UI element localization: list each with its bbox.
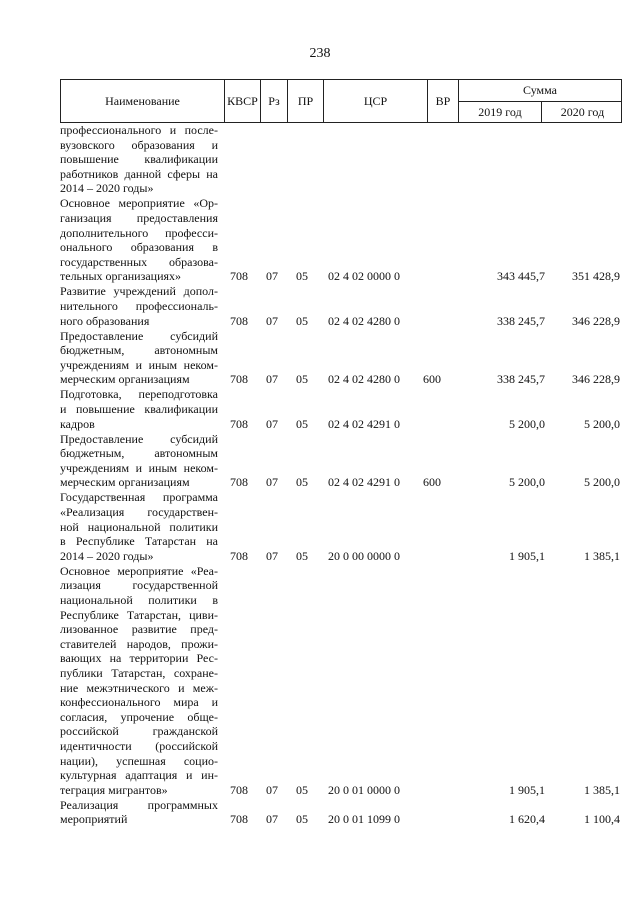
row-sum-2019: 338 245,7 — [497, 313, 545, 328]
header-rz: Рз — [260, 80, 287, 122]
row-name-line: мероприятий — [60, 812, 128, 827]
row-rz: 07 — [266, 269, 278, 284]
row-sum-2020: 346 228,9 — [572, 313, 620, 328]
row-name-line: ставителей народов, прожи- — [60, 636, 218, 651]
row-csr: 02 4 02 4291 0 — [328, 416, 400, 431]
row-name-line: 2014 – 2020 годы» — [60, 548, 154, 563]
row-name-line: теграция мигрантов» — [60, 782, 168, 797]
row-sum-2019: 1 620,4 — [509, 812, 545, 827]
row-sum-2019: 5 200,0 — [509, 416, 545, 431]
row-pr: 05 — [296, 269, 308, 284]
row-name-line: конфессионального мира и — [60, 695, 218, 710]
row-name-line: публики Татарстан, сохране- — [60, 665, 218, 680]
row-pr: 05 — [296, 313, 308, 328]
header-kvsr: КВСР — [224, 80, 260, 122]
row-pr: 05 — [296, 548, 308, 563]
row-name-line: Республике Татарстан, циви- — [60, 607, 218, 622]
row-name-line: Предоставление субсидий — [60, 431, 218, 446]
table-row — [60, 432, 622, 490]
row-name-line: в Республике Татарстан на — [60, 534, 218, 549]
row-sum-2019: 338 245,7 — [497, 372, 545, 387]
row-rz: 07 — [266, 372, 278, 387]
header-vr: ВР — [427, 80, 458, 122]
row-kvsr: 708 — [230, 812, 248, 827]
row-name-line: лизация государственной — [60, 578, 218, 593]
row-name — [60, 432, 218, 490]
table-row — [60, 329, 622, 387]
row-csr: 20 0 01 0000 0 — [328, 782, 400, 797]
row-name-line: повышение квалификации — [60, 152, 218, 167]
row-csr: 02 4 02 4280 0 — [328, 372, 400, 387]
row-name-line: Основное мероприятие «Ор- — [60, 196, 218, 211]
row-rz: 07 — [266, 812, 278, 827]
row-sum-2020: 1 385,1 — [584, 782, 620, 797]
row-pr: 05 — [296, 812, 308, 827]
row-rz: 07 — [266, 416, 278, 431]
row-name-line: тельных организациях» — [60, 269, 182, 284]
header-csr: ЦСР — [323, 80, 427, 122]
row-name-line: вающих на территории Рес- — [60, 651, 218, 666]
row-csr: 20 0 01 1099 0 — [328, 812, 400, 827]
row-rz: 07 — [266, 782, 278, 797]
row-csr: 02 4 02 4280 0 — [328, 313, 400, 328]
row-kvsr: 708 — [230, 372, 248, 387]
row-name-line: Реализация программных — [60, 797, 218, 812]
row-name-line: культурная адаптация и ин- — [60, 768, 218, 783]
row-pr: 05 — [296, 416, 308, 431]
row-pr: 05 — [296, 475, 308, 490]
row-name-line: и повышение квалификации — [60, 401, 218, 416]
row-name — [60, 564, 218, 798]
row-sum-2019: 1 905,1 — [509, 548, 545, 563]
table-row — [60, 123, 622, 196]
row-name-line: профессионального и после- — [60, 123, 218, 137]
row-name-line: работников данной сферы на — [60, 166, 218, 181]
row-sum-2020: 1 100,4 — [584, 812, 620, 827]
row-csr: 02 4 02 0000 0 — [328, 269, 400, 284]
row-csr: 02 4 02 4291 0 — [328, 475, 400, 490]
row-kvsr: 708 — [230, 269, 248, 284]
row-sum-2020: 351 428,9 — [572, 269, 620, 284]
header-sum-group — [458, 80, 621, 122]
row-pr: 05 — [296, 782, 308, 797]
row-name-line: Государственная программа — [60, 490, 218, 505]
row-name-line: кадров — [60, 416, 95, 431]
table-row — [60, 490, 622, 563]
header-name: Наименование — [105, 93, 180, 108]
row-name — [60, 387, 218, 431]
row-name-line: учреждениям и иным неком- — [60, 460, 218, 475]
row-name — [60, 284, 218, 328]
row-name-line: ной национальной политики — [60, 519, 218, 534]
row-name-line: государственных образова- — [60, 254, 218, 269]
row-kvsr: 708 — [230, 416, 248, 431]
row-csr: 20 0 00 0000 0 — [328, 548, 400, 563]
row-name-line: идентичности (российской — [60, 738, 218, 753]
row-sum-2019: 5 200,0 — [509, 475, 545, 490]
row-kvsr: 708 — [230, 548, 248, 563]
row-name-line: российской гражданской — [60, 724, 218, 739]
row-name — [60, 123, 218, 196]
row-name-line: ного образования — [60, 313, 150, 328]
row-name-line: 2014 – 2020 годы» — [60, 181, 154, 196]
row-name — [60, 329, 218, 387]
row-vr: 600 — [423, 475, 441, 490]
row-name-line: согласия, упрочение обще- — [60, 709, 218, 724]
row-name-line: мерческим организациям — [60, 372, 190, 387]
row-name-line: ние межэтнического и меж- — [60, 680, 218, 695]
row-kvsr: 708 — [230, 313, 248, 328]
row-name-line: ганизация предоставления — [60, 210, 218, 225]
row-sum-2019: 343 445,7 — [497, 269, 545, 284]
row-kvsr: 708 — [230, 782, 248, 797]
row-name-line: Развитие учреждений допол- — [60, 284, 218, 299]
row-sum-2020: 346 228,9 — [572, 372, 620, 387]
row-rz: 07 — [266, 313, 278, 328]
row-name — [60, 196, 218, 284]
row-kvsr: 708 — [230, 475, 248, 490]
table-row — [60, 798, 622, 827]
row-name-line: нации), успешная социо- — [60, 753, 218, 768]
row-name-line: вузовского образования и — [60, 137, 218, 152]
table-row — [60, 196, 622, 284]
header-year-2019: 2019 год — [478, 104, 522, 119]
row-name-line: национальной политики в — [60, 592, 218, 607]
table-header — [60, 79, 622, 123]
row-sum-2020: 5 200,0 — [584, 475, 620, 490]
row-name-line: бюджетным, автономным — [60, 343, 218, 358]
row-rz: 07 — [266, 548, 278, 563]
row-name-line: учреждениям и иным неком- — [60, 357, 218, 372]
row-pr: 05 — [296, 372, 308, 387]
header-sum: Сумма — [459, 80, 621, 102]
row-name-line: дополнительного професси- — [60, 225, 218, 240]
row-name-line: Предоставление субсидий — [60, 328, 218, 343]
page-number: 238 — [309, 46, 331, 61]
row-vr: 600 — [423, 372, 441, 387]
row-name-line: лизованное развитие пред- — [60, 622, 218, 637]
row-name-line: «Реализация государствен- — [60, 504, 218, 519]
row-name-line: нительного профессиональ- — [60, 298, 218, 313]
row-name-line: мерческим организациям — [60, 475, 190, 490]
header-year-2020: 2020 год — [541, 101, 623, 123]
row-name-line: онального образования в — [60, 240, 218, 255]
table-row — [60, 284, 622, 328]
row-name-line: Основное мероприятие «Реа- — [60, 563, 218, 578]
header-pr: ПР — [287, 80, 323, 122]
row-rz: 07 — [266, 475, 278, 490]
row-sum-2020: 1 385,1 — [584, 548, 620, 563]
row-name-line: бюджетным, автономным — [60, 446, 218, 461]
row-name — [60, 798, 218, 827]
row-name-line: Подготовка, переподготовка — [60, 387, 218, 402]
table-row — [60, 387, 622, 431]
row-name — [60, 490, 218, 563]
table-row — [60, 564, 622, 798]
row-sum-2020: 5 200,0 — [584, 416, 620, 431]
row-sum-2019: 1 905,1 — [509, 782, 545, 797]
